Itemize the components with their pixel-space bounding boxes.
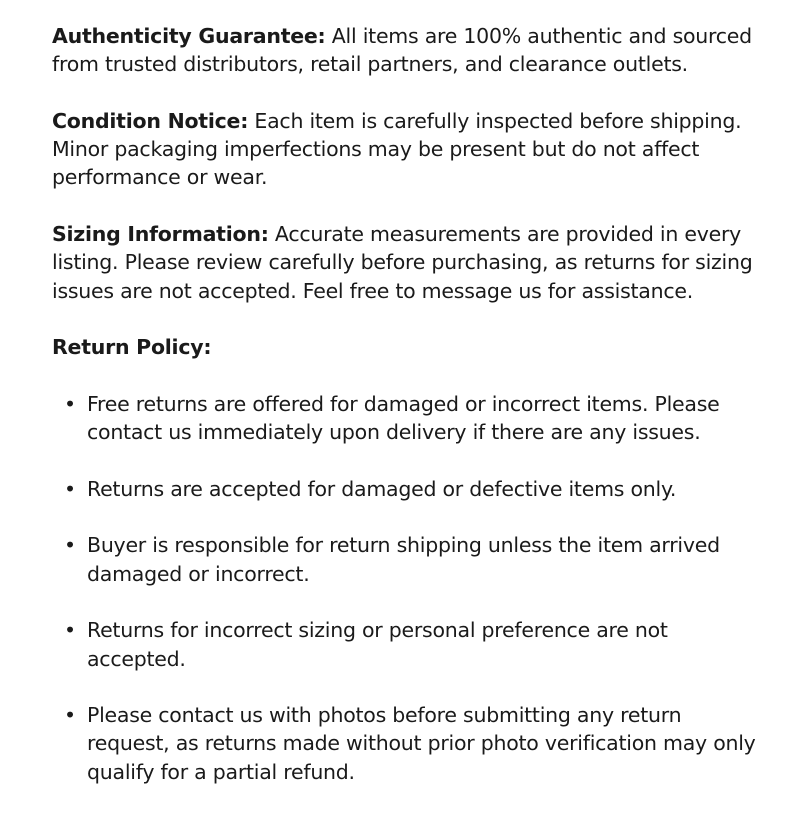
list-item-text: Buyer is responsible for return shipping unless the item arrived damaged or incorrect. — [87, 533, 720, 586]
authenticity-paragraph — [52, 22, 762, 79]
authenticity-label: Authenticity Guarantee: — [52, 24, 326, 48]
sizing-text: Accurate measurements are provided in every listing. Please review carefully before purchasing, as returns for sizing issues are not accepted. Feel free to message us for assistance. — [52, 222, 753, 303]
bullet-icon: • — [64, 703, 76, 728]
list-item — [52, 616, 762, 673]
bullet-icon: • — [64, 533, 76, 558]
return-policy-list — [52, 390, 762, 786]
list-item — [52, 701, 762, 786]
bullet-icon: • — [64, 476, 76, 501]
sizing-paragraph — [52, 220, 762, 305]
list-item — [52, 390, 762, 447]
condition-label: Condition Notice: — [52, 108, 249, 133]
list-item — [52, 531, 762, 588]
authenticity-text: All items are 100% authentic and sourced from trusted distributors, retail partners, and clearance outlets. — [52, 24, 752, 77]
list-item-text: Free returns are offered for damaged or incorrect items. Please contact us immediately upon delivery if there are any issues. — [87, 391, 720, 445]
bullet-icon: • — [64, 618, 76, 643]
policy-document — [52, 22, 762, 814]
bullet-icon: • — [64, 391, 76, 416]
list-item-text: Returns for incorrect sizing or personal preference are not accepted. — [87, 618, 668, 671]
sizing-label: Sizing Information: — [52, 222, 269, 247]
list-item — [52, 475, 762, 503]
condition-paragraph — [52, 107, 762, 192]
condition-text: Each item is carefully inspected before shipping. Minor packaging imperfections may be present but do not affect performance or wear. — [52, 108, 742, 190]
list-item-text: Returns are accepted for damaged or defective items only. — [87, 476, 677, 501]
return-policy-heading: Return Policy: — [52, 335, 212, 360]
list-item-text: Please contact us with photos before submitting any return request, as returns made without prior photo verification may only qualify for a partial refund. — [87, 703, 756, 784]
